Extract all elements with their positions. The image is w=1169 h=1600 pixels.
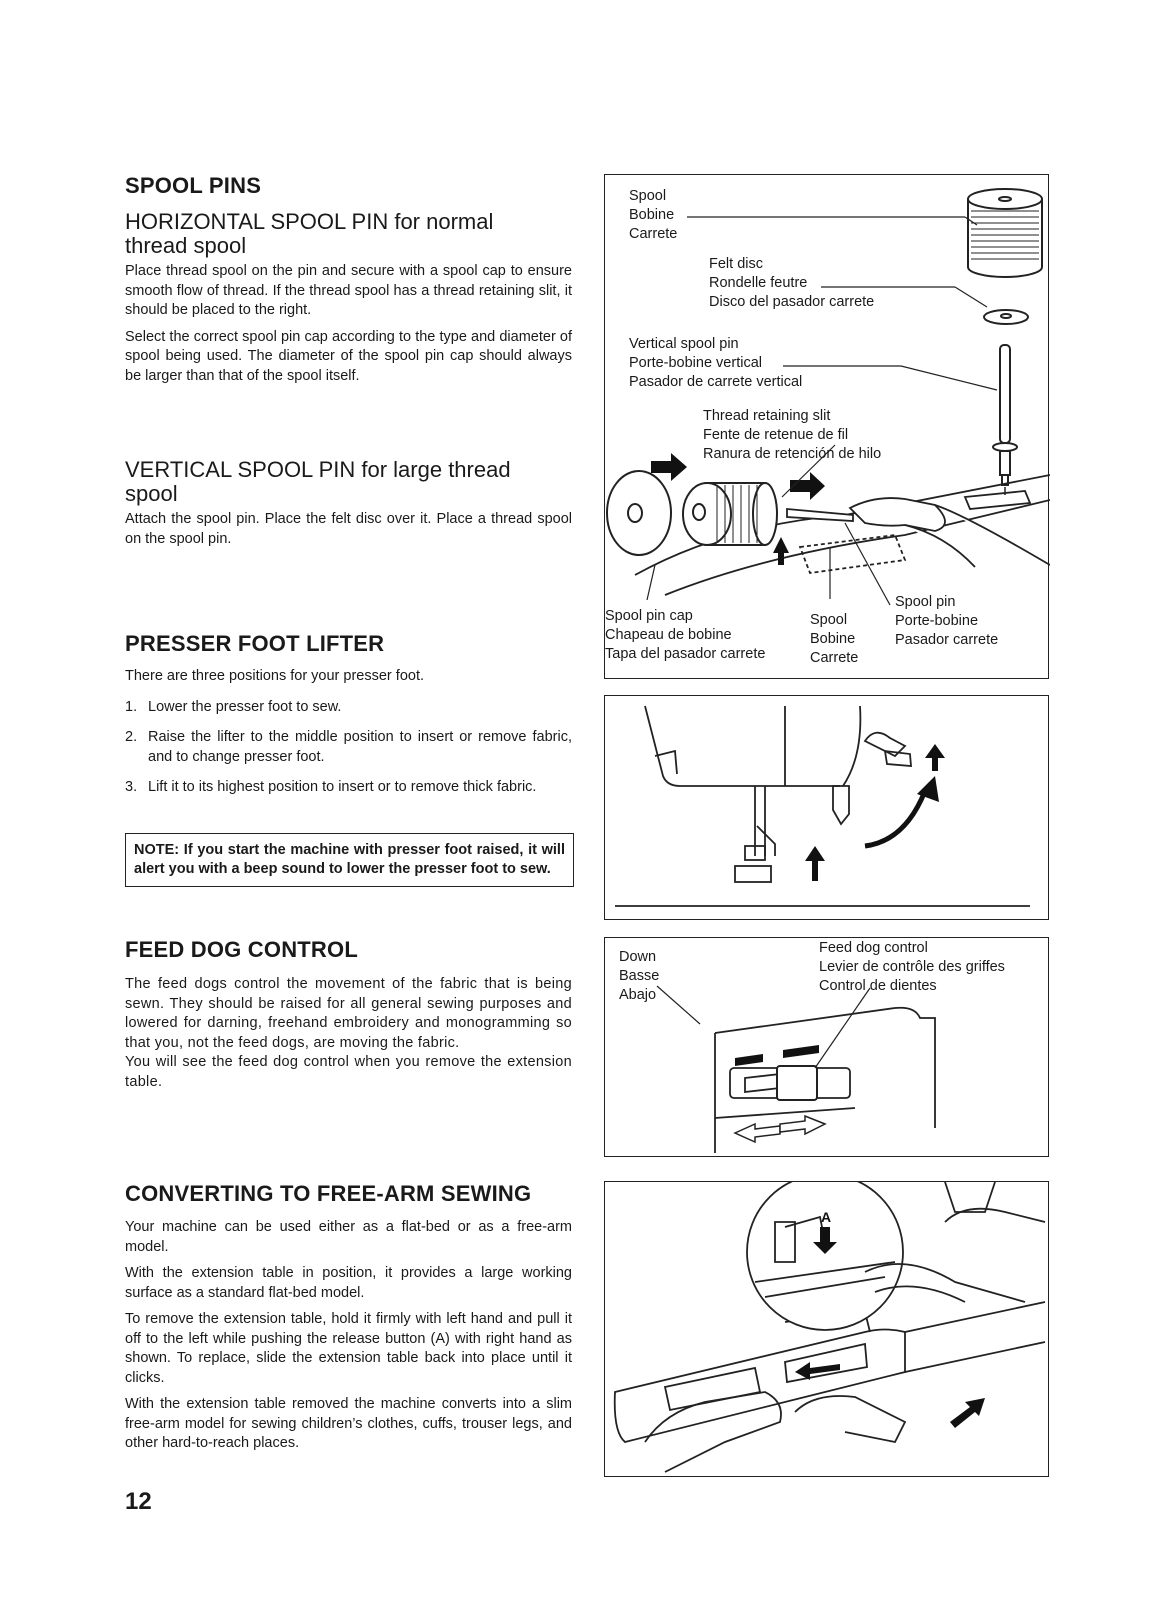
page-number: 12 bbox=[125, 1488, 152, 1515]
horizontal-pin-paragraph-2: Select the correct spool pin cap according to the type and diameter of spool being used. The diameter of the spool pin cap should always be larger than that of the spool itself. bbox=[125, 328, 572, 384]
feed-dog-lever bbox=[777, 1066, 817, 1100]
presser-foot-heading: PRESSER FOOT LIFTER bbox=[125, 631, 385, 656]
horizontal-pin-subheading: HORIZONTAL SPOOL PIN for normal thread spool bbox=[125, 209, 494, 258]
label-spool-pin-cap: Spool pin cap Chapeau de bobine Tapa del pasador carrete bbox=[605, 608, 766, 662]
label-spool-pin: Spool pin Porte-bobine Pasador carrete bbox=[895, 594, 999, 648]
label-spool-bottom: Spool Bobine Carrete bbox=[810, 612, 859, 666]
presser-foot-intro: There are three positions for your presser foot. bbox=[125, 668, 425, 684]
free-arm-figure bbox=[604, 1181, 1049, 1477]
vertical-spool-drawing bbox=[968, 189, 1042, 277]
vertical-pin-paragraph: Attach the spool pin. Place the felt disc over it. Place a thread spool on the spool pin. bbox=[125, 511, 572, 547]
free-arm-paragraph-4: With the extension table removed the machine converts into a slim free-arm model for sewing children’s clothes, cuffs, trouser legs, and other hard-to-reach places. bbox=[125, 1396, 572, 1451]
horizontal-pin-paragraph-1: Place thread spool on the pin and secure with a spool cap to ensure smooth flow of thread. If the thread spool has a thread retaining slit, it should be placed to the right. bbox=[125, 263, 572, 318]
spool-pins-heading: SPOOL PINS bbox=[125, 173, 262, 198]
presser-foot-illustration bbox=[605, 696, 1050, 921]
feed-dog-paragraph-1: The feed dogs control the movement of the fabric that is being sewn. They should be raised for all general sewing purposes and lowered for darning, freehand embroidery and monogramming so that you, not the feed dogs, are moving the fabric. bbox=[125, 976, 572, 1051]
feed-dog-text bbox=[125, 975, 572, 1099]
free-arm-paragraph-3: To remove the extension table, hold it firmly with left hand and pull it off to the left while pushing the release button (A) with right hand as shown. To replace, slide the extension table back into place until it clicks. bbox=[125, 1311, 572, 1386]
hand-drawing bbox=[787, 498, 1050, 567]
spool-pin-cap-drawing bbox=[607, 471, 671, 555]
horizontal-spool-drawing bbox=[683, 483, 777, 545]
presser-foot-steps bbox=[125, 698, 572, 798]
label-feed-dog-control: Feed dog control Levier de contrôle des griffes Control de dientes bbox=[819, 940, 1005, 994]
label-down: Down Basse Abajo bbox=[619, 949, 660, 1003]
presser-foot-figure bbox=[604, 695, 1049, 920]
feed-dog-paragraph-2: You will see the feed dog control when you remove the extension table. bbox=[125, 1054, 572, 1090]
horizontal-pin-text bbox=[125, 262, 572, 393]
feed-dog-heading: FEED DOG CONTROL bbox=[125, 937, 358, 962]
felt-disc-drawing bbox=[984, 310, 1028, 324]
vertical-pin-subheading: VERTICAL SPOOL PIN for large thread spool bbox=[125, 457, 511, 506]
step-item: 1. Lower the presser foot to sew. bbox=[125, 698, 342, 715]
label-spool: Spool Bobine Carrete bbox=[629, 188, 678, 242]
presser-foot-text bbox=[125, 667, 572, 809]
button-a-label: A bbox=[821, 1209, 832, 1225]
free-arm-text bbox=[125, 1218, 572, 1461]
label-felt-disc: Felt disc Rondelle feutre Disco del pasador carrete bbox=[709, 256, 875, 310]
free-arm-illustration bbox=[605, 1182, 1050, 1478]
free-arm-paragraph-2: With the extension table in position, it provides a large working surface as a standard flat-bed model. bbox=[125, 1265, 572, 1301]
lift-arrows bbox=[805, 744, 945, 881]
free-arm-paragraph-1: Your machine can be used either as a flat-bed or as a free-arm model. bbox=[125, 1219, 572, 1255]
label-retaining-slit: Thread retaining slit Fente de retenue de fil Ranura de retención de hilo bbox=[703, 408, 882, 462]
step-item: 2. Raise the lifter to the middle position to insert or remove fabric, and to change presser foot. bbox=[125, 729, 572, 765]
vertical-pin-text bbox=[125, 510, 572, 556]
free-arm-heading: CONVERTING TO FREE-ARM SEWING bbox=[125, 1181, 532, 1206]
vertical-pin-drawing bbox=[993, 345, 1017, 495]
spool-pins-figure bbox=[604, 174, 1049, 679]
note-box: NOTE: If you start the machine with presser foot raised, it will alert you with a beep sound to lower the presser foot to sew. bbox=[125, 833, 574, 887]
feed-dog-figure bbox=[604, 937, 1049, 1157]
step-item: 3. Lift it to its highest position to insert or to remove thick fabric. bbox=[125, 779, 537, 795]
label-vertical-pin: Vertical spool pin Porte-bobine vertical Pasador de carrete vertical bbox=[629, 336, 803, 390]
